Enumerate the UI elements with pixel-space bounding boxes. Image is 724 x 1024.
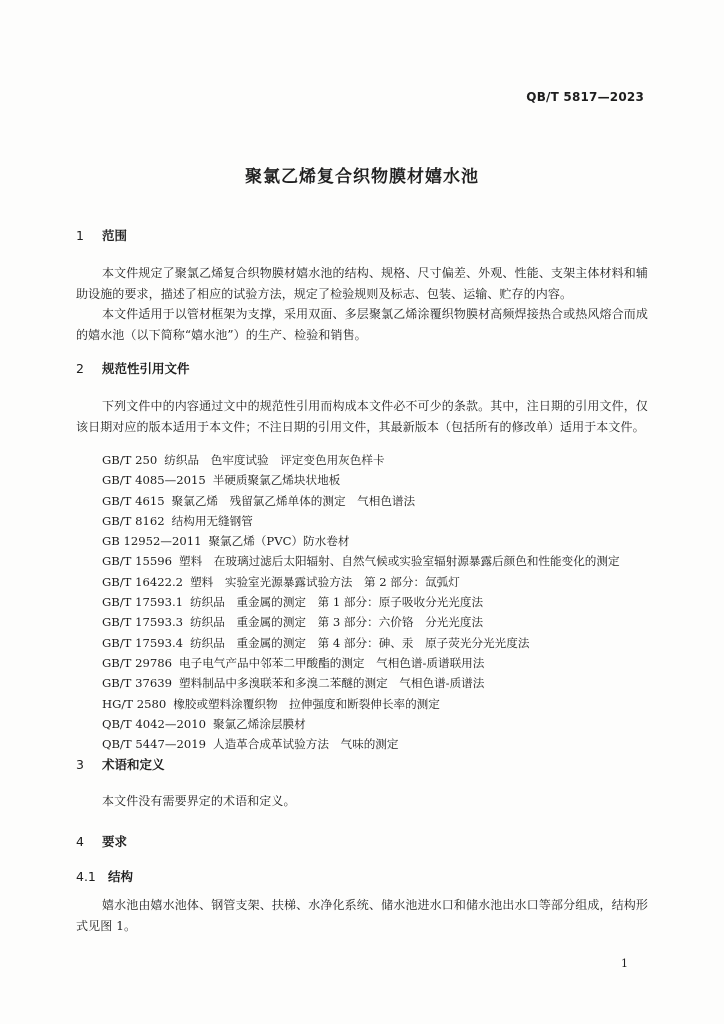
reference-title: 电子电气产品中邻苯二甲酸酯的测定 气相色谱-质谱联用法 <box>179 655 485 670</box>
reference-code: GB/T 16422.2 <box>102 574 184 589</box>
reference-title: 纺织品 重金属的测定 第 3 部分：六价铬 分光光度法 <box>190 615 484 630</box>
reference-item <box>102 551 620 571</box>
reference-item <box>102 450 620 470</box>
reference-title: 聚氯乙烯 残留氯乙烯单体的测定 气相色谱法 <box>171 493 416 508</box>
reference-item <box>102 734 620 754</box>
reference-code: GB/T 17593.3 <box>102 615 184 630</box>
terms-paragraph: 本文件没有需要界定的术语和定义。 <box>102 794 296 808</box>
reference-item <box>102 491 620 511</box>
section-number: 3 <box>76 757 84 772</box>
reference-code: HG/T 2580 <box>102 696 167 711</box>
section-title: 规范性引用文件 <box>102 361 190 376</box>
scope-applicability-paragraph: 本文件适用于以管材框架为支撑，采用双面、多层聚氯乙烯涂覆织物膜材高频焊接热合或热风熔合而成的嬉水池（以下简称“嬉水池”）的生产、检验和销售。 <box>76 307 648 342</box>
section-heading-terms <box>76 755 165 773</box>
standard-code: QB/T 5817—2023 <box>526 90 644 104</box>
section-title: 结构 <box>108 869 134 884</box>
structure-paragraph: 嬉水池由嬉水池体、钢管支架、扶梯、水净化系统、储水池进水口和储水池出水口等部分组成，结构形式见图 1。 <box>76 898 648 933</box>
section-number: 1 <box>76 228 84 243</box>
section-title: 要求 <box>102 834 128 849</box>
section-title: 范围 <box>102 228 128 243</box>
subsection-heading-structure <box>76 867 133 885</box>
reference-item <box>102 592 620 612</box>
section-number: 2 <box>76 361 84 376</box>
reference-title: 纺织品 重金属的测定 第 4 部分：砷、汞 原子荧光分光光度法 <box>190 635 530 650</box>
reference-code: GB/T 17593.1 <box>102 595 184 610</box>
section-heading-normative-references <box>76 359 190 377</box>
reference-item <box>102 612 620 632</box>
reference-title: 半硬质聚氯乙烯块状地板 <box>212 473 341 488</box>
reference-code: GB/T 17593.4 <box>102 635 184 650</box>
reference-code: GB/T 4085—2015 <box>102 473 206 488</box>
document-title: 聚氯乙烯复合织物膜材嬉水池 <box>245 167 479 187</box>
reference-item <box>102 653 620 673</box>
reference-title: 人造革合成革试验方法 气味的测定 <box>212 737 399 752</box>
reference-item <box>102 714 620 734</box>
reference-code: QB/T 4042—2010 <box>102 716 206 731</box>
reference-code: GB/T 15596 <box>102 554 172 569</box>
section-number: 4.1 <box>76 869 96 884</box>
section-title: 术语和定义 <box>102 757 165 772</box>
references-intro-paragraph: 下列文件中的内容通过文中的规范性引用而构成本文件必不可少的条款。其中，注日期的引用文件，仅该日期对应的版本适用于本文件；不注日期的引用文件，其最新版本（包括所有的修改单）适用于本文件。 <box>76 399 648 434</box>
reference-item <box>102 694 620 714</box>
reference-list <box>102 450 620 754</box>
reference-code: GB/T 4615 <box>102 493 165 508</box>
scope-paragraph: 本文件规定了聚氯乙烯复合织物膜材嬉水池的结构、规格、尺寸偏差、外观、性能、支架主体材料和辅助设施的要求，描述了相应的试验方法，规定了检验规则及标志、包装、运输、贮存的内容。 <box>76 266 648 301</box>
reference-item <box>102 511 620 531</box>
reference-item <box>102 531 620 551</box>
reference-title: 塑料制品中多溴联苯和多溴二苯醚的测定 气相色谱-质谱法 <box>179 676 485 691</box>
section-heading-requirements <box>76 832 127 850</box>
reference-code: GB/T 29786 <box>102 655 172 670</box>
reference-item <box>102 572 620 592</box>
reference-title: 聚氯乙烯（PVC）防水卷材 <box>208 534 350 549</box>
reference-code: QB/T 5447—2019 <box>102 737 206 752</box>
page-number: 1 <box>621 957 628 970</box>
reference-title: 结构用无缝钢管 <box>171 513 253 528</box>
reference-item <box>102 673 620 693</box>
reference-title: 橡胶或塑料涂覆织物 拉伸强度和断裂伸长率的测定 <box>173 696 440 711</box>
reference-title: 聚氯乙烯涂层膜材 <box>212 716 306 731</box>
reference-code: GB/T 8162 <box>102 513 165 528</box>
reference-item <box>102 470 620 490</box>
section-number: 4 <box>76 834 84 849</box>
reference-title: 塑料 实验室光源暴露试验方法 第 2 部分：氙弧灯 <box>190 574 460 589</box>
reference-code: GB/T 250 <box>102 453 158 467</box>
section-heading-scope <box>76 226 127 244</box>
reference-title: 塑料 在玻璃过滤后太阳辐射、自然气候或实验室辐射源暴露后颜色和性能变化的测定 <box>179 554 620 569</box>
reference-title: 纺织品 色牢度试验 评定变色用灰色样卡 <box>164 453 385 467</box>
reference-code: GB 12952—2011 <box>102 534 202 549</box>
reference-code: GB/T 37639 <box>102 676 172 691</box>
reference-title: 纺织品 重金属的测定 第 1 部分：原子吸收分光光度法 <box>190 595 484 610</box>
reference-item <box>102 633 620 653</box>
